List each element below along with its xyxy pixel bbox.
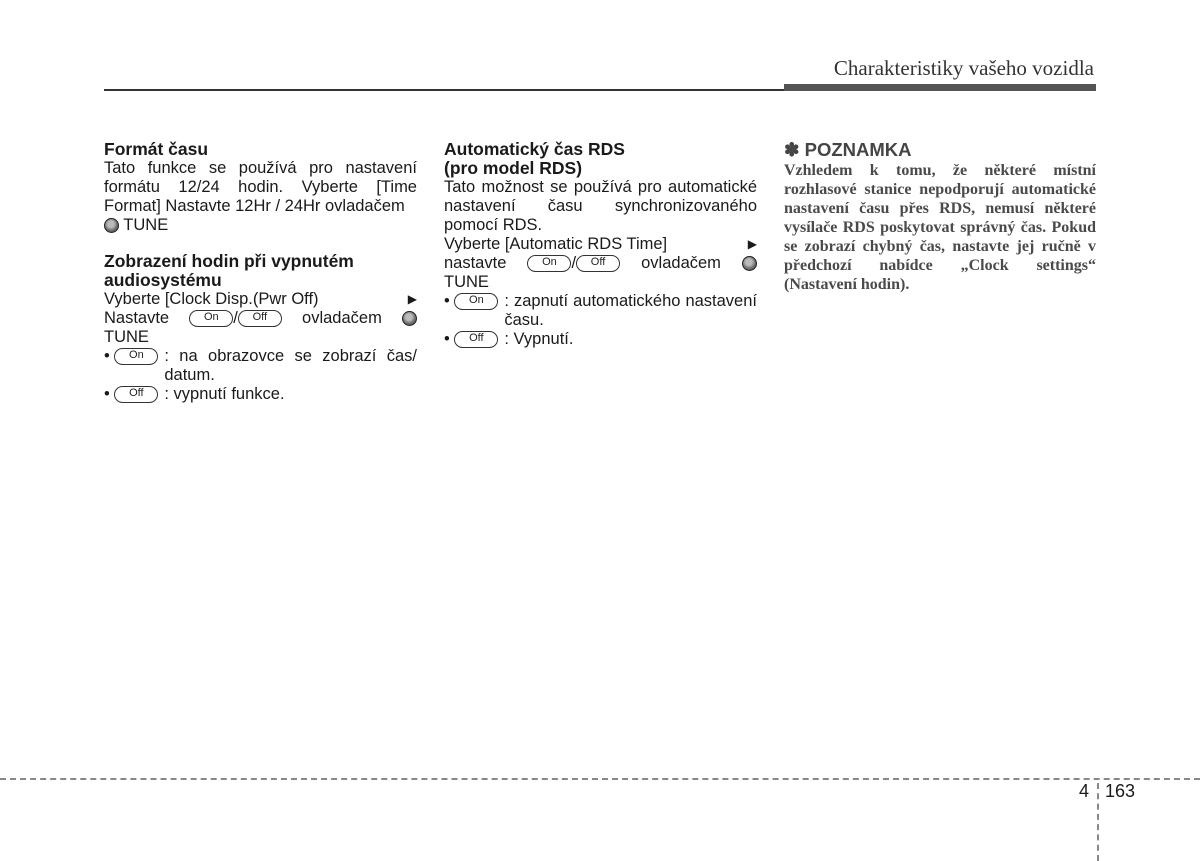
bullet-dot: • [444,330,450,348]
tune-label: TUNE [444,273,489,291]
tune-label: TUNE [104,328,149,346]
section-heading-rds-time [444,140,757,178]
column-middle [444,140,757,349]
bullet-text: : na obrazovce se zobrazí čas/ datum. [164,347,417,384]
header-rule-accent [784,84,1096,91]
note-title: ✽ POZNAMKA [784,139,912,160]
set-text: nastavte [444,254,507,272]
bullet-item-on [104,347,417,385]
tune-knob-icon [104,218,119,233]
heading-line: (pro model RDS) [444,158,583,178]
tune-knob-icon [742,256,757,271]
footer-dashed-rule [0,778,1200,780]
footer-vertical-rule [1097,783,1099,861]
instruction-line [444,235,757,254]
on-button-icon: On [114,348,158,365]
set-text: Nastavte [104,309,170,327]
controller-text: ovladačem [302,309,382,327]
bullet-dot: • [104,347,110,365]
header-rule [104,89,784,91]
select-menu-text: Vyberte [Clock Disp.(Pwr Off) [104,290,319,308]
heading-line: Zobrazení hodin při vypnutém [104,251,354,271]
off-button-icon: Off [114,386,158,403]
controller-text: ovladačem [641,254,721,272]
bullet-text: : zapnutí automatického nastavení času. [504,292,757,329]
section-heading-time-format: Formát času [104,139,209,159]
on-button-icon: On [527,255,571,272]
instruction-line [104,309,417,328]
column-left [104,140,417,404]
page-number: 163 [1105,781,1136,801]
bullet-item-off [444,330,757,349]
heading-line: Automatický čas RDS [444,139,625,159]
bullet-text: : Vypnutí. [504,330,574,348]
instruction-line [104,290,417,309]
rds-time-description: Tato možnost se používá pro automatické nastavení času synchronizovaného pomocí RDS. [444,178,757,234]
note-body: Vzhledem k tomu, že některé místní rozhlasové stanice nepodporují automatické nastavení času přes RDS, nemusí některé vysílače RDS poskytovat správný čas. Pokud se zobrazí chybný čas, nastavte jej ručně v předchozí nabídce „Clock settings“ (Nastavení hodin). [784,162,1096,293]
column-right-note [784,140,1096,294]
instruction-line [444,254,757,273]
bullet-lead [104,385,158,404]
tune-label: TUNE [123,216,169,234]
time-format-text [104,159,417,235]
heading-line: audiosystému [104,270,222,290]
bullet-lead [444,330,498,349]
on-button-icon: On [189,310,233,327]
section-heading-clock-display [104,252,417,290]
bullet-item-off [104,385,417,404]
bullet-text: : vypnutí funkce. [164,385,285,403]
on-off-buttons [527,254,620,273]
bullet-lead [104,347,158,366]
off-button-icon: Off [238,310,282,327]
slash-separator: / [571,254,577,272]
off-button-icon: Off [576,255,620,272]
bullet-dot: • [104,385,110,403]
bullet-lead [444,292,498,311]
arrow-right-icon: ▶ [407,292,417,306]
chapter-number: 4 [1079,781,1090,801]
tune-knob-icon [402,311,417,326]
on-off-buttons [189,309,282,328]
select-menu-text: Vyberte [Automatic RDS Time] [444,235,668,253]
slash-separator: / [233,309,238,327]
bullet-dot: • [444,292,450,310]
arrow-right-icon: ▶ [747,237,757,251]
on-button-icon: On [454,293,498,310]
time-format-description: Tato funkce se používá pro nastavení formátu 12/24 hodin. Vyberte [Time Format] Nastavte 12Hr / 24Hr ovladačem [104,159,417,215]
off-button-icon: Off [454,331,498,348]
bullet-item-on [444,292,757,330]
page-header-title: Charakteristiky vašeho vozidla [833,56,1094,80]
